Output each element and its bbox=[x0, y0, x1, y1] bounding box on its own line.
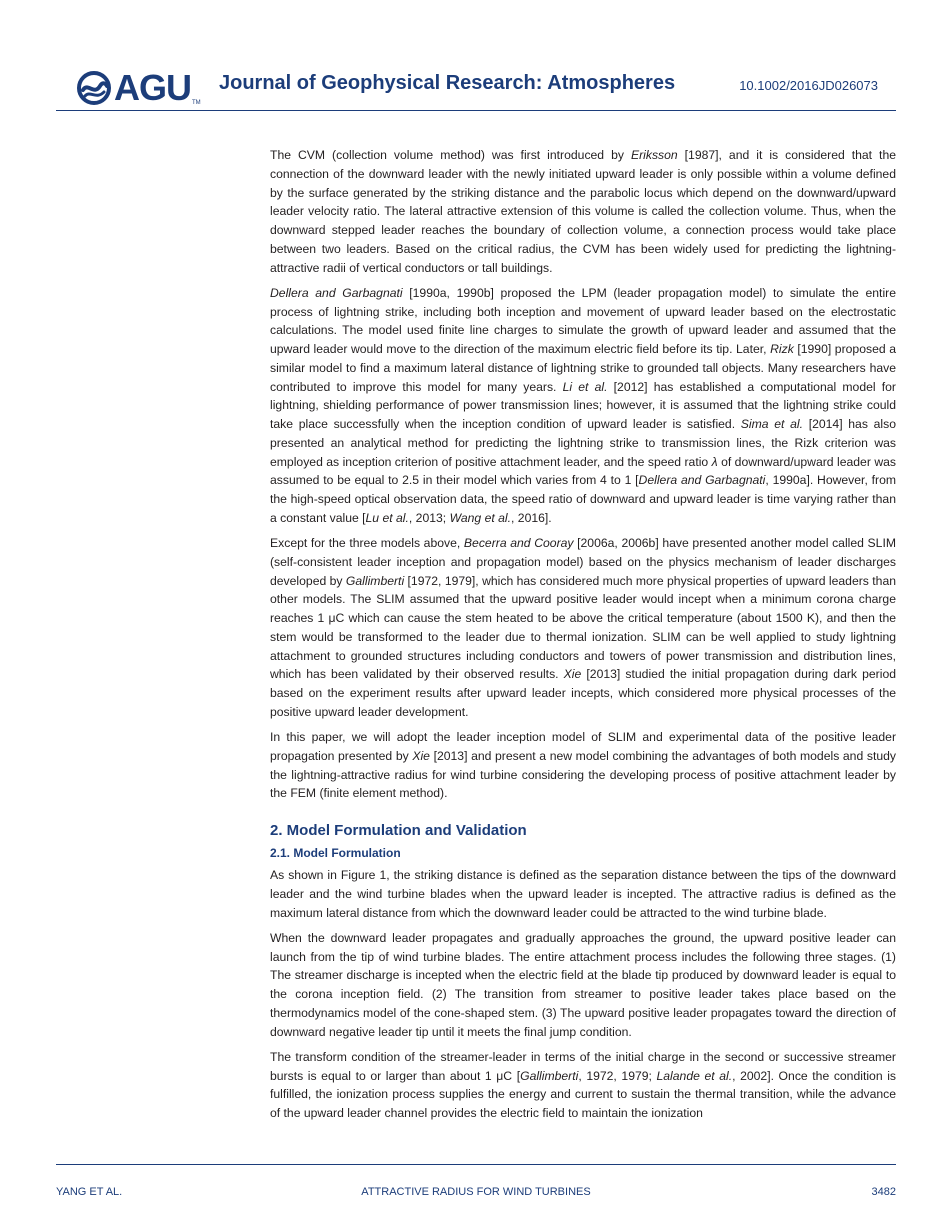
page-header bbox=[56, 64, 896, 110]
section-heading: 2. Model Formulation and Validation bbox=[270, 822, 527, 839]
citation-italic: Dellera and Garbagnati bbox=[270, 285, 403, 300]
footer-authors: YANG ET AL. bbox=[56, 1186, 123, 1198]
citation-italic: Lalande et al. bbox=[656, 1068, 733, 1083]
text-run: [1987], and it is considered that the connection of the downward leader with the newly initiated upward leader is only possible within a volume defined by the surface generated by the striking distance and the parabolic locus which depend on the downward/upward leader velocity ratio. The lateral attractive extension of this volume is called the collection volume. Thus, when the downward stepped leader reaches the boundary of collection volume, a connection process would take place between two leaders. Based on the critical radius, the CVM has been widely used for predicting the lightning-attractive radii of vertical conductors or tall buildings. bbox=[270, 148, 897, 275]
citation-italic: Becerra and Cooray bbox=[463, 536, 574, 550]
text-run: [2006a, 2006b] have presented another model called SLIM (self-consistent leader inception and propagation model) based on the physics mechanism of leader discharges developed by bbox=[270, 536, 896, 588]
citation-italic: Li et al. bbox=[562, 379, 608, 394]
text-run: In this paper, we will adopt the leader inception model of SLIM and experimental data of the positive leader propagation presented by bbox=[270, 730, 896, 763]
citation-italic: Gallimberti bbox=[345, 573, 405, 588]
citation-italic: Gallimberti bbox=[520, 1068, 579, 1083]
citation-italic: Sima et al. bbox=[740, 417, 803, 431]
citation-italic: λ bbox=[711, 454, 718, 469]
page-number: 3482 bbox=[871, 1186, 896, 1198]
text-run: [2012] has established a computational model for lightning, shielding performance of power transmission lines; however, it is assumed that the lightning strike could take place successfully when the inception condition of upward leader is satisfied. bbox=[270, 379, 896, 431]
footer-running-title: ATTRACTIVE RADIUS FOR WIND TURBINES bbox=[361, 1186, 591, 1198]
header-divider bbox=[56, 110, 896, 111]
doi: 10.1002/2016JD026073 bbox=[739, 78, 878, 93]
citation-italic: Xie bbox=[563, 667, 582, 682]
agu-logo bbox=[76, 68, 201, 108]
text-run: [2013] studied the initial propagation during dark period based on the experiment results after upward leader incepts, which considered more physical processes of the positive upward leader development. bbox=[270, 667, 896, 719]
text-run: , 2013; bbox=[408, 510, 450, 525]
text-run: [2014] has also presented an analytical method for predicting the lightning strike to transmission lines, the Rizk criterion was employed as inception criterion of positive attachment leader, and the speed ratio bbox=[270, 417, 896, 469]
citation-italic: Eriksson bbox=[630, 148, 678, 162]
citation-italic: Wang et al. bbox=[449, 510, 512, 525]
paragraph bbox=[270, 146, 896, 277]
logo-trademark: TM bbox=[192, 100, 201, 106]
text-run: , 1990a]. However, from the high-speed optical observation data, the speed ratio of downward and upward leader is time varying rather than a constant value [ bbox=[270, 473, 896, 525]
citation-italic: Dellera and Garbagnati bbox=[638, 473, 766, 488]
text-run: Except for the three models above, bbox=[270, 536, 464, 550]
text-run: , 2002]. Once the condition is fulfilled, the ionization process supplies the energy and current to sustain the thermal transition, while the advance of the upward leader channel provides the electric field to maintain the ionization bbox=[270, 1068, 896, 1120]
paragraph bbox=[270, 866, 896, 922]
paragraph bbox=[270, 1048, 896, 1123]
journal-title: Journal of Geophysical Research: Atmospheres bbox=[219, 72, 676, 94]
text-run: [1972, 1979], which has considered much more physical properties of upward leaders than other models. The SLIM assumed that the upward positive leader would incept when a minimum corona charge reaches 1 μC which can cause the stem heated to be above the critical temperature (about 1500 K), and then the stem would be transformed to the leader due to thermal ionization. SLIM can be well applied to study lightning attachment to grounded structures including conductors and towers of power transmission and distribution lines, which has been validated by their observed results. bbox=[270, 573, 897, 682]
paragraph bbox=[270, 929, 896, 1042]
paragraph bbox=[270, 534, 896, 722]
text-run: The transform condition of the streamer-leader in terms of the initial charge in the second or successive streamer bursts is equal to or larger than about 1 μC [ bbox=[270, 1049, 896, 1083]
text-run: , 1972, 1979; bbox=[578, 1068, 657, 1083]
text-run: of downward/upward leader was assumed to be equal to 2.5 in their model which varies from 4 to 1 [ bbox=[270, 454, 897, 488]
text-run: [1990a, 1990b] proposed the LPM (leader propagation model) to simulate the entire process of lightning strike, including both inception and movement of upward leader based on the electrostatic calculations. The model used finite line charges to simulate the growth of upward leader and assumed that the upward leader would move to the direction of the maximum electric field before its tip. Later, bbox=[270, 285, 896, 356]
text-run: [2013] and present a new model combining the advantages of both models and study the lightning-attractive radius for wind turbine considering the developing process of positive attachment leader by the FEM (finite element method). bbox=[270, 748, 896, 801]
citation-italic: Xie bbox=[412, 748, 430, 763]
text-run: When the downward leader propagates and gradually approaches the ground, the upward positive leader can launch from the tip of wind turbine blades. The entire attachment process includes the following three stages. (1) The streamer discharge is incepted when the electric field at the blade tip produced by downward leader is equal to the corona inception field. (2) The transition from streamer to positive leader takes place based on the thermodynamics model of the cone-shaped stem. (3) The upward positive leader propagates toward the direction of downward negative leader tip until it meets the final jump condition. bbox=[270, 930, 896, 1039]
subsection-heading: 2.1. Model Formulation bbox=[270, 846, 401, 860]
agu-globe-icon bbox=[76, 70, 112, 106]
logo-wordmark: AGU bbox=[114, 67, 191, 108]
text-run: The CVM (collection volume method) was first introduced by bbox=[270, 148, 631, 162]
article-body bbox=[270, 146, 896, 1129]
text-run: , 2016]. bbox=[511, 510, 552, 525]
citation-italic: Rizk bbox=[770, 342, 794, 356]
paragraph bbox=[270, 284, 896, 528]
text-run: As shown in Figure 1, the striking distance is defined as the separation distance between the tips of the downward leader and the wind turbine blades when the upward leader is incepted. The attractive radius is defined as the maximum lateral distance from which the downward leader could be attracted to the wind turbine blade. bbox=[270, 868, 896, 920]
paragraph bbox=[270, 728, 896, 803]
footer-divider bbox=[56, 1164, 896, 1165]
citation-italic: Lu et al. bbox=[365, 510, 409, 525]
text-run: [1990] proposed a similar model to find a maximum lateral distance of lightning strike to grounded tall objects. Many researchers have contributed to improve this model for many years. bbox=[270, 342, 896, 394]
